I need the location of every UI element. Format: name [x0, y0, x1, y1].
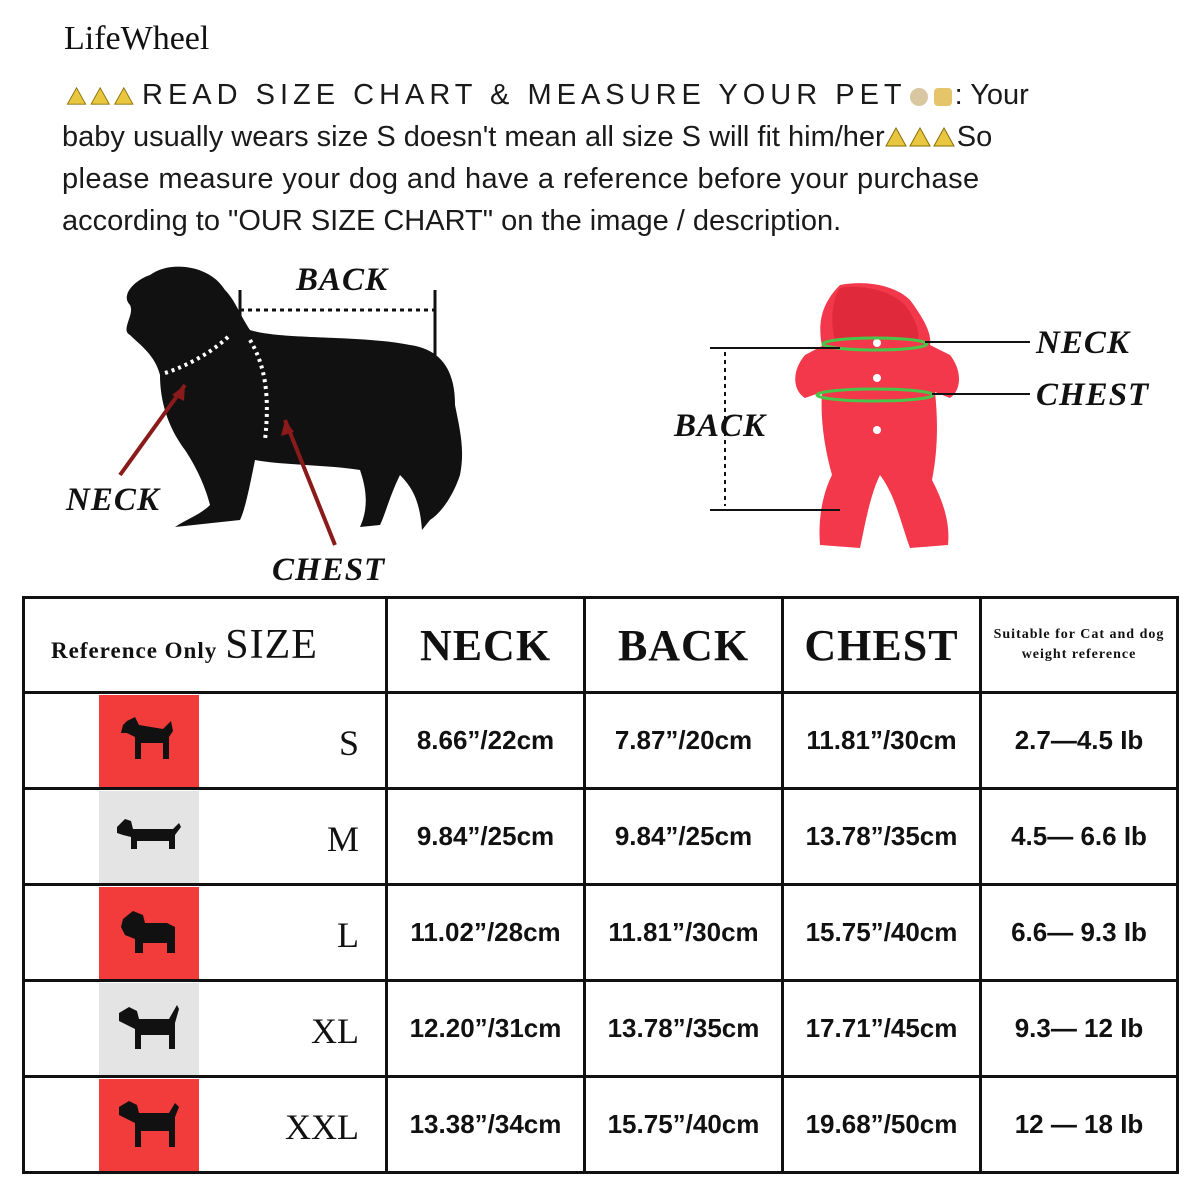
header-weight-line2: weight reference	[1021, 647, 1137, 662]
intro-text	[62, 74, 1152, 242]
small-dog-icon	[113, 711, 185, 771]
neck-value: 8.66”/22cm	[387, 693, 585, 789]
cat-face-icon	[934, 88, 952, 106]
header-weight-line1: Suitable for Cat and dog	[993, 627, 1165, 642]
header-weight	[981, 598, 1178, 693]
table-row	[24, 1077, 1178, 1173]
header-size: SIZE	[225, 622, 318, 668]
weight-value: 6.6— 9.3 Ib	[981, 885, 1178, 981]
size-label: S	[338, 723, 359, 763]
size-cell	[24, 693, 387, 789]
hound-icon	[113, 1095, 185, 1155]
header-reference: Reference Only	[51, 638, 218, 663]
weight-value: 4.5— 6.6 Ib	[981, 789, 1178, 885]
neck-value: 12.20”/31cm	[387, 981, 585, 1077]
neck-value: 13.38”/34cm	[387, 1077, 585, 1173]
size-cell	[24, 1077, 387, 1173]
chest-value: 17.71”/45cm	[783, 981, 981, 1077]
back-value: 15.75”/40cm	[585, 1077, 783, 1173]
garment-back-label: BACK	[674, 408, 767, 444]
header-chest: CHEST	[783, 598, 981, 693]
weight-value: 2.7—4.5 Ib	[981, 693, 1178, 789]
dog-measurement-diagram	[60, 255, 480, 590]
size-label: XL	[311, 1011, 359, 1051]
header-back: BACK	[585, 598, 783, 693]
chest-value: 11.81”/30cm	[783, 693, 981, 789]
reference-swatch	[99, 887, 199, 979]
intro-line2: baby usually wears size S doesn't mean all size S will fit him/her	[62, 121, 885, 153]
table-row	[24, 885, 1178, 981]
table-header-row	[24, 598, 1178, 693]
intro-heading: READ SIZE CHART & MEASURE YOUR PET	[142, 79, 907, 111]
reference-swatch	[99, 1079, 199, 1171]
chest-value: 15.75”/40cm	[783, 885, 981, 981]
neck-value: 11.02”/28cm	[387, 885, 585, 981]
warning-icon	[62, 86, 142, 106]
intro-line3: please measure your dog and have a reference before your purchase	[62, 163, 980, 195]
warning-icon	[885, 126, 957, 148]
header-neck: NECK	[387, 598, 585, 693]
back-value: 9.84”/25cm	[585, 789, 783, 885]
back-value: 7.87”/20cm	[585, 693, 783, 789]
table-row	[24, 693, 1178, 789]
chest-value: 13.78”/35cm	[783, 789, 981, 885]
size-label: M	[326, 819, 359, 859]
size-cell	[24, 885, 387, 981]
header-reference-size	[24, 598, 387, 693]
back-value: 13.78”/35cm	[585, 981, 783, 1077]
intro-line4: according to "OUR SIZE CHART" on the image / description.	[62, 205, 842, 237]
dog-neck-label: NECK	[66, 482, 160, 518]
reference-swatch	[99, 695, 199, 787]
size-cell	[24, 789, 387, 885]
brand-name: LifeWheel	[64, 20, 210, 57]
dog-chest-label: CHEST	[272, 552, 386, 588]
size-cell	[24, 981, 387, 1077]
reference-swatch	[99, 983, 199, 1075]
neck-value: 9.84”/25cm	[387, 789, 585, 885]
bulldog-icon	[113, 903, 185, 963]
dachshund-icon	[113, 807, 185, 867]
size-label: XXL	[285, 1107, 359, 1147]
intro-line2-tail: So	[956, 121, 993, 153]
intro-line1-tail: : Your	[954, 79, 1029, 111]
dog-back-label: BACK	[296, 262, 389, 298]
size-chart-table	[22, 596, 1179, 1174]
garment-chest-label: CHEST	[1036, 377, 1150, 413]
weight-value: 9.3— 12 Ib	[981, 981, 1178, 1077]
garment-neck-label: NECK	[1036, 325, 1130, 361]
table-row	[24, 981, 1178, 1077]
chest-value: 19.68”/50cm	[783, 1077, 981, 1173]
back-value: 11.81”/30cm	[585, 885, 783, 981]
table-row	[24, 789, 1178, 885]
weight-value: 12 — 18 Ib	[981, 1077, 1178, 1173]
reference-swatch	[99, 791, 199, 883]
size-label: L	[337, 915, 359, 955]
dog-face-icon	[910, 88, 928, 106]
beagle-icon	[113, 999, 185, 1059]
